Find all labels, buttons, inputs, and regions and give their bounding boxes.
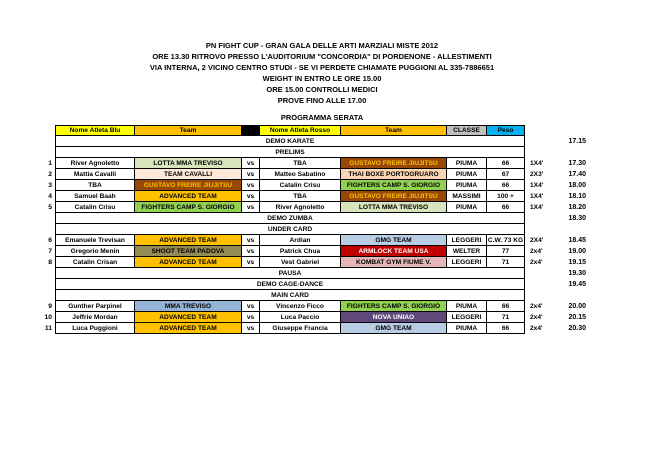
- header-red-athlete: Nome Atleta Rosso: [260, 125, 341, 136]
- scheduled-time: 18.30: [568, 215, 586, 222]
- weight-class: PIUMA: [447, 180, 487, 191]
- round-format: [526, 224, 553, 235]
- rehearsal-info-line: PROVE FINO ALLE 17.00: [277, 96, 367, 105]
- row-number: 1: [48, 160, 52, 167]
- section-label: DEMO ZUMBA: [56, 213, 525, 224]
- weight-class: LEGGERI: [447, 235, 487, 246]
- weight-class: WELTER: [447, 246, 487, 257]
- round-format: 2x4': [530, 314, 543, 321]
- section-row: [40, 224, 650, 235]
- weight-limit: 66: [487, 180, 525, 191]
- scheduled-time: [553, 147, 586, 158]
- blue-team: ADVANCED TEAM: [135, 235, 242, 246]
- red-team: FIGHTERS CAMP S. GIORGIO: [341, 301, 447, 312]
- red-athlete-name: TBA: [260, 158, 341, 169]
- section-label: UNDER CARD: [56, 224, 525, 235]
- round-format: 2X4': [530, 237, 544, 244]
- red-athlete-name: Giuseppe Francia: [260, 323, 341, 334]
- meeting-info-line: ORE 13.30 RITROVO PRESSO L'AUDITORIUM "CONCORDIA" DI PORDENONE - ALLESTIMENTI: [152, 52, 492, 61]
- vs-label: vs: [242, 169, 260, 180]
- blue-team: ADVANCED TEAM: [135, 257, 242, 268]
- fight-row: [40, 323, 650, 334]
- round-format: 2x4': [530, 259, 543, 266]
- row-number: 8: [48, 259, 52, 266]
- scheduled-time: [553, 224, 586, 235]
- scheduled-time: 17.15: [568, 138, 586, 145]
- row-number: 10: [44, 314, 52, 321]
- weight-class: MASSIMI: [447, 191, 487, 202]
- row-number: 6: [48, 237, 52, 244]
- round-format: 1X4': [530, 204, 544, 211]
- red-team: LOTTA MMA TREVISO: [341, 202, 447, 213]
- fight-row: [40, 257, 650, 268]
- section-row: [40, 136, 650, 147]
- blue-athlete-name: Mattia Cavalli: [56, 169, 135, 180]
- red-athlete-name: Patrick Chua: [260, 246, 341, 257]
- blue-athlete-name: River Agnoletto: [56, 158, 135, 169]
- row-number: [40, 147, 55, 158]
- weight-limit: 77: [487, 246, 525, 257]
- blue-athlete-name: Catalin Crisu: [56, 202, 135, 213]
- red-team: THAI BOXE PORTOGRUARO: [341, 169, 447, 180]
- red-athlete-name: Vincenzo Ficco: [260, 301, 341, 312]
- blue-team: LOTTA MMA TREVISO: [135, 158, 242, 169]
- blue-team: TEAM CAVALLI: [135, 169, 242, 180]
- round-format: [526, 213, 553, 224]
- round-format: 1X4': [530, 160, 544, 167]
- header-peso: Peso: [487, 125, 525, 136]
- row-number: [40, 290, 55, 301]
- red-team: KOMBAT GYM FIUME V.: [341, 257, 447, 268]
- weight-class: PIUMA: [447, 169, 487, 180]
- vs-label: vs: [242, 312, 260, 323]
- weight-limit: 71: [487, 312, 525, 323]
- blue-athlete-name: Jeffrie Mordan: [56, 312, 135, 323]
- scheduled-time: [553, 125, 586, 136]
- fight-row: [40, 312, 650, 323]
- section-label: PRELIMS: [56, 147, 525, 158]
- scheduled-time: 19.00: [568, 248, 586, 255]
- red-team: NOVA UNIAO: [341, 312, 447, 323]
- fight-row: [40, 301, 650, 312]
- vs-label: vs: [242, 257, 260, 268]
- round-format: 2x4': [530, 325, 543, 332]
- vs-label: vs: [242, 246, 260, 257]
- round-format: 1X4': [530, 193, 544, 200]
- vs-label: vs: [242, 301, 260, 312]
- round-format: [526, 268, 553, 279]
- row-number: [40, 224, 55, 235]
- round-format: 2x4': [530, 303, 543, 310]
- vs-label: vs: [242, 191, 260, 202]
- weight-limit: 66: [487, 202, 525, 213]
- round-format: 2x4': [530, 248, 543, 255]
- program-table: [40, 125, 650, 334]
- row-number: 3: [48, 182, 52, 189]
- blue-athlete-name: Luca Puggioni: [56, 323, 135, 334]
- section-label: PAUSA: [56, 268, 525, 279]
- vs-label: vs: [242, 323, 260, 334]
- blue-team: MMA TREVISO: [135, 301, 242, 312]
- blue-athlete-name: Gunther Parpinel: [56, 301, 135, 312]
- weight-class: LEGGERI: [447, 312, 487, 323]
- red-team: GUSTAVO FREIRE JIUJITSU: [341, 191, 447, 202]
- scheduled-time: [553, 290, 586, 301]
- weight-limit: 66: [487, 301, 525, 312]
- weight-class: PIUMA: [447, 323, 487, 334]
- title-block: [39, 40, 605, 123]
- red-team: GUSTAVO FREIRE JIUJITSU: [341, 158, 447, 169]
- scheduled-time: 19.30: [568, 270, 586, 277]
- fight-row: [40, 235, 650, 246]
- red-athlete-name: Matteo Sabatino: [260, 169, 341, 180]
- red-athlete-name: River Agnoletto: [260, 202, 341, 213]
- scheduled-time: 19.45: [568, 281, 586, 288]
- section-label: MAIN CARD: [56, 290, 525, 301]
- vs-label: vs: [242, 180, 260, 191]
- blue-team: FIGHTERS CAMP S. GIORGIO: [135, 202, 242, 213]
- weight-limit: C.W. 73 KG: [487, 235, 525, 246]
- address-info-line: VIA INTERNA, 2 VICINO CENTRO STUDI - SE VI PERDETE CHIAMATE PUGGIONI AL 335-7886651: [149, 63, 495, 72]
- scheduled-time: 19.15: [568, 259, 586, 266]
- section-label: DEMO KARATE: [56, 136, 525, 147]
- fight-row: [40, 202, 650, 213]
- round-format: [526, 290, 553, 301]
- fight-row: [40, 169, 650, 180]
- round-format: [526, 136, 553, 147]
- program-heading: PROGRAMMA SERATA: [280, 113, 364, 122]
- red-team: FIGHTERS CAMP S. GIORGIO: [341, 180, 447, 191]
- weight-class: PIUMA: [447, 301, 487, 312]
- row-number: 11: [44, 325, 52, 332]
- row-number: 7: [48, 248, 52, 255]
- scheduled-time: 20.15: [568, 314, 586, 321]
- section-label: DEMO CAGE-DANCE: [56, 279, 525, 290]
- red-athlete-name: Ardian: [260, 235, 341, 246]
- section-row: [40, 268, 650, 279]
- blue-athlete-name: Gregorio Menin: [56, 246, 135, 257]
- blue-athlete-name: TBA: [56, 180, 135, 191]
- fight-row: [40, 246, 650, 257]
- header-red-team: Team: [341, 125, 447, 136]
- blue-team: ADVANCED TEAM: [135, 191, 242, 202]
- blue-team: SHOOT TEAM PADOVA: [135, 246, 242, 257]
- fight-row: [40, 180, 650, 191]
- scheduled-time: 18.45: [568, 237, 586, 244]
- row-number: [40, 268, 55, 279]
- scheduled-time: 18.10: [568, 193, 586, 200]
- weight-class: PIUMA: [447, 202, 487, 213]
- row-number: 4: [48, 193, 52, 200]
- red-team: ARMLOCK TEAM USA: [341, 246, 447, 257]
- scheduled-time: 17.30: [568, 160, 586, 167]
- fight-row: [40, 158, 650, 169]
- weight-limit: 71: [487, 257, 525, 268]
- scheduled-time: 20.00: [568, 303, 586, 310]
- vs-label: vs: [242, 202, 260, 213]
- round-format: 1X4': [530, 182, 544, 189]
- blue-athlete-name: Samuel Baah: [56, 191, 135, 202]
- section-row: [40, 213, 650, 224]
- round-format: [526, 125, 553, 136]
- blue-athlete-name: Emanuele Trevisan: [56, 235, 135, 246]
- weight-limit: 66: [487, 158, 525, 169]
- row-number: 5: [48, 204, 52, 211]
- blue-team: GUSTAVO FREIRE JIUJITSU: [135, 180, 242, 191]
- header-blue-team: Team: [135, 125, 242, 136]
- round-format: 2X3': [530, 171, 544, 178]
- red-athlete-name: TBA: [260, 191, 341, 202]
- red-team: GMG TEAM: [341, 323, 447, 334]
- medical-info-line: ORE 15.00 CONTROLLI MEDICI: [266, 85, 378, 94]
- header-classe: CLASSE: [447, 125, 487, 136]
- section-row: [40, 290, 650, 301]
- blue-team: ADVANCED TEAM: [135, 312, 242, 323]
- row-number: [40, 279, 55, 290]
- red-team: GMG TEAM: [341, 235, 447, 246]
- row-number: 2: [48, 171, 52, 178]
- weight-class: LEGGERI: [447, 257, 487, 268]
- fight-row: [40, 191, 650, 202]
- vs-label: vs: [242, 158, 260, 169]
- red-athlete-name: Vest Gabriel: [260, 257, 341, 268]
- row-number: [40, 136, 55, 147]
- event-title: PN FIGHT CUP - GRAN GALA DELLE ARTI MARZIALI MISTE 2012: [205, 41, 439, 50]
- weight-limit: 100 +: [487, 191, 525, 202]
- round-format: [526, 279, 553, 290]
- weight-class: PIUMA: [447, 158, 487, 169]
- row-number: [40, 125, 55, 136]
- red-athlete-name: Catalin Crisu: [260, 180, 341, 191]
- round-format: [526, 147, 553, 158]
- row-number: [40, 213, 55, 224]
- header-blue-athlete: Nome Atleta Blu: [56, 125, 135, 136]
- scheduled-time: 18.00: [568, 182, 586, 189]
- scheduled-time: 17.40: [568, 171, 586, 178]
- section-row: [40, 147, 650, 158]
- section-row: [40, 279, 650, 290]
- row-number: 9: [48, 303, 52, 310]
- weight-limit: 67: [487, 169, 525, 180]
- weighin-info-line: WEIGHT IN ENTRO LE ORE 15.00: [262, 74, 382, 83]
- weight-limit: 66: [487, 323, 525, 334]
- blue-athlete-name: Catalin Crisan: [56, 257, 135, 268]
- red-athlete-name: Luca Paccio: [260, 312, 341, 323]
- header-vs: [242, 125, 260, 136]
- scheduled-time: 18.20: [568, 204, 586, 211]
- blue-team: ADVANCED TEAM: [135, 323, 242, 334]
- table-header-row: [40, 125, 650, 136]
- vs-label: vs: [242, 235, 260, 246]
- scheduled-time: 20.30: [568, 325, 586, 332]
